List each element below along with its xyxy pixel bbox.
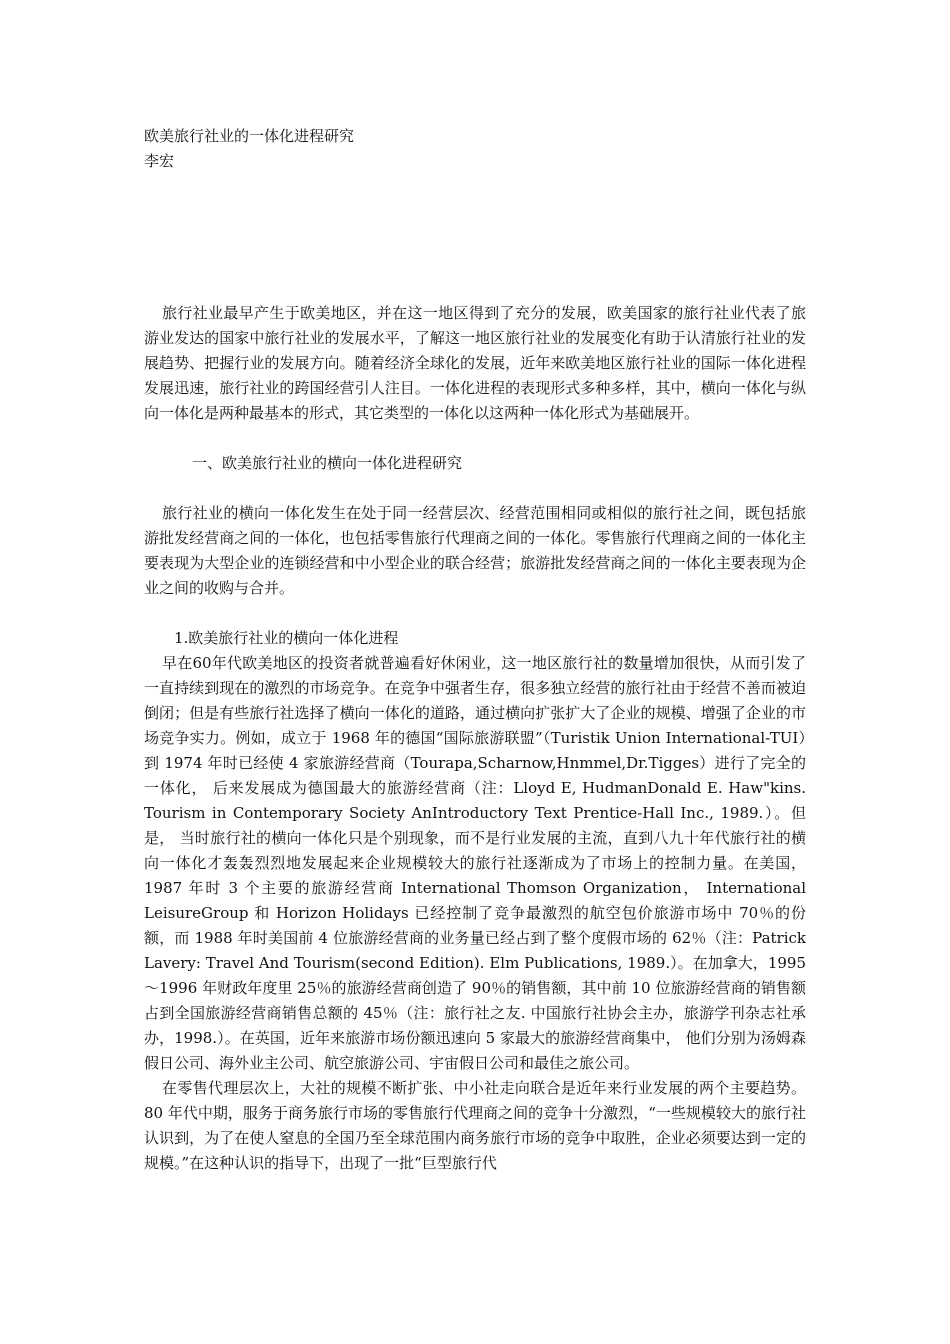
document-title: 欧美旅行社业的一体化进程研究 bbox=[144, 127, 355, 145]
subsection-heading: 1.欧美旅行社业的横向一体化进程 bbox=[174, 629, 399, 647]
body-paragraph: 早在60年代欧美地区的投资者就普遍看好休闲业，这一地区旅行社的数量增加很快，从而引发了一直持续到现在的激烈的市场竞争。在竞争中强者生存，很多独立经营的旅行社由于经营不善而被迫倒闭；但是有些旅行社选择了横向一体化的道路，通过横向扩张扩大了企业的规模、增强了企业的市场竞争实力。例如，成立于 1968 年的德国“国际旅游联盟”（Turistik Union International-TUI）到 1974 年时已经使 4 家旅游经营商（Tourapa,Scharnow,Hnmmel,Dr.Tigges）进行了完全的一体化， 后来发展成为德国最大的旅游经营商（注：Lloyd E, HudmanDonald E. Haw"kins. Tourism in Contemporary Society AnIntroductory Text Prentice-Hall Inc., 1989.）。但是， 当时旅行社的横向一体化只是个别现象，而不是行业发展的主流，直到八九十年代旅行社的横向一体化才轰轰烈烈地发展起来企业规模较大的旅行社逐渐成为了市场上的控制力量。在美国，1987 年时 3 个主要的旅游经营商 International Thomson Organization， International LeisureGroup 和 Horizon Holidays 已经控制了竞争最激烈的航空包价旅游市场中 70％的份额，而 1988 年时美国前 4 位旅游经营商的业务量已经占到了整个度假市场的 62％（注：Patrick Lavery: Travel And Tourism(second Edition). Elm Publications, 1989.）。在加拿大，1995 ～1996 年财政年度里 25％的旅游经营商创造了 90％的销售额，其中前 10 位旅游经营商的销售额占到全国旅游经营商销售总额的 45％（注：旅行社之友. 中国旅行社协会主办，旅游学刊杂志社承办，1998.）。在英国，近年来旅游市场份额迅速向 5 家最大的旅游经营商集中， 他们分别为汤姆森假日公司、海外业主公司、航空旅游公司、宇宙假日公司和最佳之旅公司。 bbox=[144, 654, 806, 1072]
section-heading: 一、欧美旅行社业的横向一体化进程研究 bbox=[192, 454, 463, 472]
body-paragraph: 在零售代理层次上，大社的规模不断扩张、中小社走向联合是近年来行业发展的两个主要趋势。80 年代中期，服务于商务旅行市场的零售旅行代理商之间的竞争十分激烈，“一些规模较大的旅行社认识到，为了在使人窒息的全国乃至全球范围内商务旅行市场的竞争中取胜，企业必须要达到一定的规模。”在这种认识的指导下，出现了一批“巨型旅行代 bbox=[144, 1079, 806, 1172]
body-paragraph: 旅行社业的横向一体化发生在处于同一经营层次、经营范围相同或相似的旅行社之间，既包括旅游批发经营商之间的一体化，也包括零售旅行代理商之间的一体化。零售旅行代理商之间的一体化主要表现为大型企业的连锁经营和中小型企业的联合经营；旅游批发经营商之间的一体化主要表现为企业之间的收购与合并。 bbox=[144, 504, 806, 597]
intro-paragraph: 旅行社业最早产生于欧美地区，并在这一地区得到了充分的发展，欧美国家的旅行社业代表了旅游业发达的国家中旅行社业的发展水平，了解这一地区旅行社业的发展变化有助于认清旅行社业的发展趋势、把握行业的发展方向。随着经济全球化的发展，近年来欧美地区旅行社业的国际一体化进程发展迅速，旅行社业的跨国经营引人注目。一体化进程的表现形式多种多样，其中，横向一体化与纵向一体化是两种最基本的形式，其它类型的一体化以这两种一体化形式为基础展开。 bbox=[144, 304, 806, 422]
document-body bbox=[144, 301, 806, 1176]
document-author: 李宏 bbox=[144, 152, 175, 170]
